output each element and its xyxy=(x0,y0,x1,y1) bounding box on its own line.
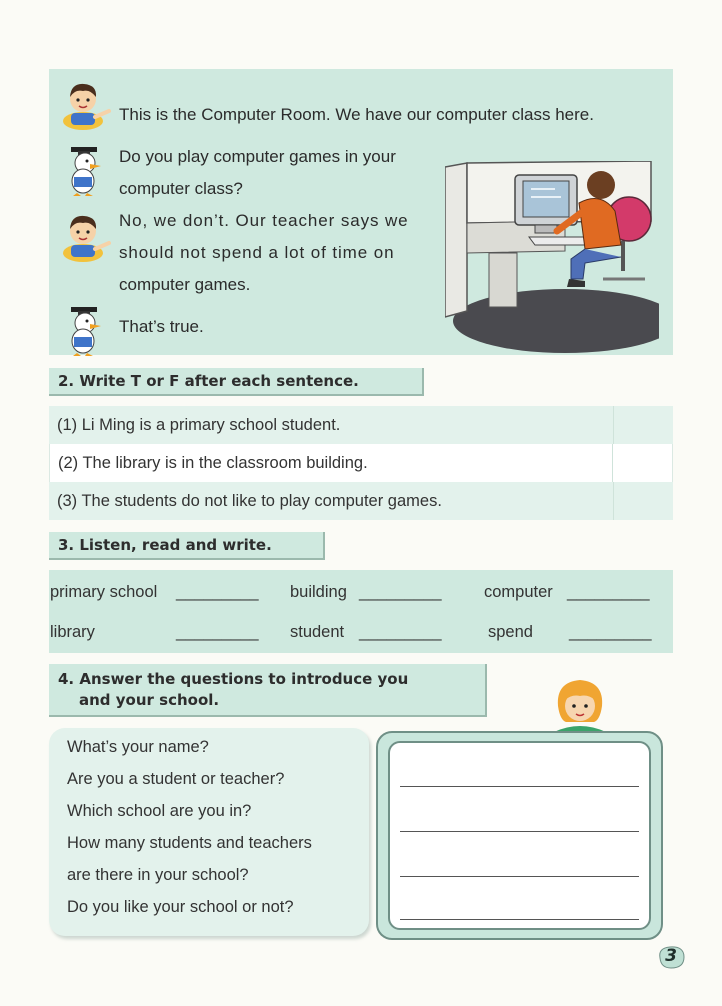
section-4-title-line-1: 4. Answer the questions to introduce you xyxy=(58,670,409,688)
page-number-text: 3 xyxy=(665,946,677,966)
answer-line[interactable] xyxy=(400,831,639,832)
blank-line[interactable]: _________ xyxy=(359,623,442,641)
question-3: Which school are you in? xyxy=(67,802,252,820)
blank-line[interactable]: _________ xyxy=(176,623,259,641)
answer-area[interactable] xyxy=(388,741,651,930)
answer-cell-1[interactable] xyxy=(613,406,673,444)
table-row xyxy=(49,406,673,444)
questions-box xyxy=(49,728,369,936)
vocabulary-panel xyxy=(49,570,673,653)
duck-avatar-icon xyxy=(59,303,113,357)
word-building: building xyxy=(290,583,347,601)
section-4-header xyxy=(49,664,487,717)
sentence-2: (2) The library is in the classroom building. xyxy=(58,454,368,472)
section-3-header: 3. Listen, read and write. xyxy=(49,532,325,560)
table-row xyxy=(49,444,673,482)
boy-avatar-icon xyxy=(57,209,111,263)
dialogue-line-3a: No, we don’t. Our teacher says we xyxy=(119,211,409,230)
sentence-3: (3) The students do not like to play computer games. xyxy=(57,492,442,510)
question-1: What’s your name? xyxy=(67,738,209,756)
table-row xyxy=(49,482,673,520)
answer-line[interactable] xyxy=(400,876,639,877)
dialogue-line-3b: should not spend a lot of time on xyxy=(119,243,395,262)
computer-room-illustration xyxy=(445,161,659,355)
word-spend: spend xyxy=(488,623,533,641)
answer-board xyxy=(376,731,663,940)
word-library: library xyxy=(50,623,95,641)
answer-cell-2[interactable] xyxy=(612,444,672,482)
word-student: student xyxy=(290,623,345,641)
answer-line[interactable] xyxy=(400,786,639,787)
question-4b: are there in your school? xyxy=(67,866,249,884)
blank-line[interactable]: _________ xyxy=(176,583,259,601)
word-primary-school: primary school xyxy=(50,583,158,601)
sentence-1: (1) Li Ming is a primary school student. xyxy=(57,416,341,434)
page-number xyxy=(656,944,686,970)
dialogue-line-1: This is the Computer Room. We have our computer class here. xyxy=(119,105,594,124)
blank-line[interactable]: _________ xyxy=(359,583,442,601)
dialogue-line-2b: computer class? xyxy=(119,179,243,198)
boy-avatar-icon xyxy=(57,77,111,131)
blank-line[interactable]: _________ xyxy=(567,583,650,601)
word-computer: computer xyxy=(484,583,553,601)
dialogue-line-2a: Do you play computer games in your xyxy=(119,147,396,166)
answer-line[interactable] xyxy=(400,919,639,920)
section-4-title-line-2: and your school. xyxy=(79,691,220,709)
dialogue-line-4: That’s true. xyxy=(119,317,204,336)
section-2-header: 2. Write T or F after each sentence. xyxy=(49,368,424,396)
dialogue-line-3c: computer games. xyxy=(119,275,251,294)
question-4a: How many students and teachers xyxy=(67,834,312,852)
dialogue-panel xyxy=(49,69,673,355)
duck-avatar-icon xyxy=(59,143,113,197)
question-2: Are you a student or teacher? xyxy=(67,770,285,788)
answer-cell-3[interactable] xyxy=(613,482,673,520)
question-5: Do you like your school or not? xyxy=(67,898,294,916)
blank-line[interactable]: _________ xyxy=(569,623,652,641)
